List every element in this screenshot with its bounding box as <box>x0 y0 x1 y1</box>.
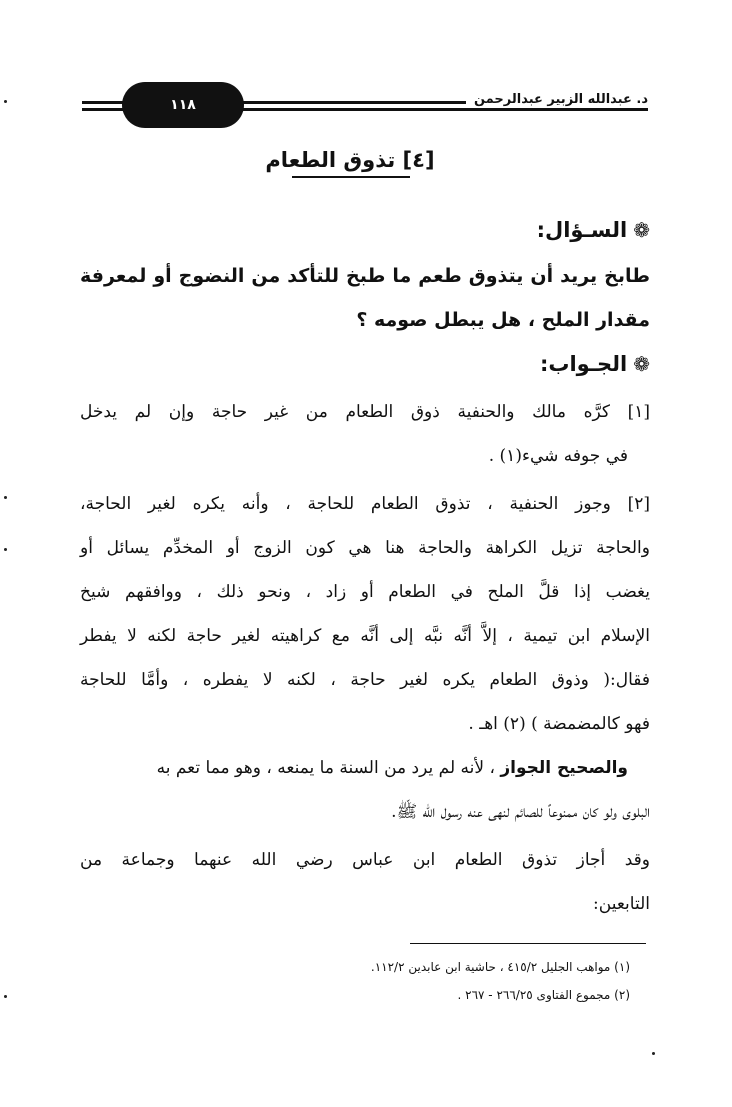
paragraph-text: ، لأنه لم يرد من السنة ما يمنعه ، وهو مما تعم به <box>156 758 495 778</box>
running-header <box>82 80 648 130</box>
footnote-2: (٢) مجموع الفتاوى ٢٦٦/٢٥ - ٢٦٧ . <box>457 988 630 1002</box>
paragraph-line <box>80 746 650 790</box>
scan-mark <box>4 496 7 499</box>
scan-mark <box>4 100 7 103</box>
footnote-1: (١) مواهب الجليل ٤١٥/٢ ، حاشية ابن عابدين ١١٢/٢. <box>370 960 630 974</box>
answer-heading <box>80 352 650 376</box>
paragraph-line: التابعين: <box>593 894 650 914</box>
flower-ornament-icon: ❁ <box>633 218 650 242</box>
paragraph-line: فقال:( وذوق الطعام يكره لغير حاجة ، لكنه لا يفطره ، وأمَّا للحاجة <box>80 670 650 690</box>
question-line: مقدار الملح ، هل يبطل صومه ؟ <box>356 309 650 331</box>
answer-paragraph-3 <box>80 746 650 834</box>
question-label: السـؤال: <box>536 218 628 242</box>
answer-paragraph-1 <box>80 390 650 478</box>
paragraph-line: يغضب إذا قلَّ الملح في الطعام أو زاد ، ونحو ذلك ، ووافقهم شيخ <box>80 582 650 602</box>
scan-mark <box>652 1052 655 1055</box>
paragraph-line: وقد أجاز تذوق الطعام ابن عباس رضي الله عنهما وجماعة من <box>80 850 650 870</box>
scan-mark <box>4 995 7 998</box>
question-line: طابخ يريد أن يتذوق طعم ما طبخ للتأكد من النضوج أو لمعرفة <box>80 265 650 287</box>
paragraph-line: الإسلام ابن تيمية ، إلاَّ أنَّه نبَّه إلى أنَّه مع كراهيته لغير حاجة لكنه لا يفطر <box>80 626 650 646</box>
chapter-title-underline <box>292 176 410 178</box>
chapter-title-text: [٤] تذوق الطعام <box>265 148 435 172</box>
paragraph-line: فهو كالمضمضة ) (٢) اهـ . <box>468 714 650 734</box>
paragraph-line: في جوفه شيء(١) . <box>488 446 628 466</box>
answer-paragraph-2 <box>80 482 650 746</box>
answer-label: الجـواب: <box>539 352 628 376</box>
page-number-badge <box>122 82 244 128</box>
question-text <box>80 254 650 342</box>
paragraph-line: [١] كرَّه مالك والحنفية ذوق الطعام من غير حاجة وإن لم يدخل <box>80 402 650 422</box>
author-running-head: د. عبدالله الزبير عبدالرحمن <box>466 92 648 107</box>
question-heading <box>80 218 650 242</box>
scan-mark <box>4 548 7 551</box>
answer-paragraph-4 <box>80 838 650 926</box>
paragraph-line: والحاجة تزيل الكراهة والحاجة هنا هي كون الزوج أو المخدِّم يسائل أو <box>80 538 650 558</box>
chapter-title <box>250 148 450 172</box>
paragraph-line: [٢] وجوز الحنفية ، تذوق الطعام للحاجة ، وأنه يكره لغير الحاجة، <box>80 494 650 514</box>
paragraph-line: البلوى ولو كان ممنوعاً للصائم لنهى عنه رسول الله ﷺ. <box>391 802 650 822</box>
correct-ruling-emphasis: والصحيح الجواز <box>500 758 628 778</box>
footnote-separator <box>410 943 646 944</box>
flower-ornament-icon: ❁ <box>633 352 650 376</box>
page-number: ١١٨ <box>170 97 196 113</box>
